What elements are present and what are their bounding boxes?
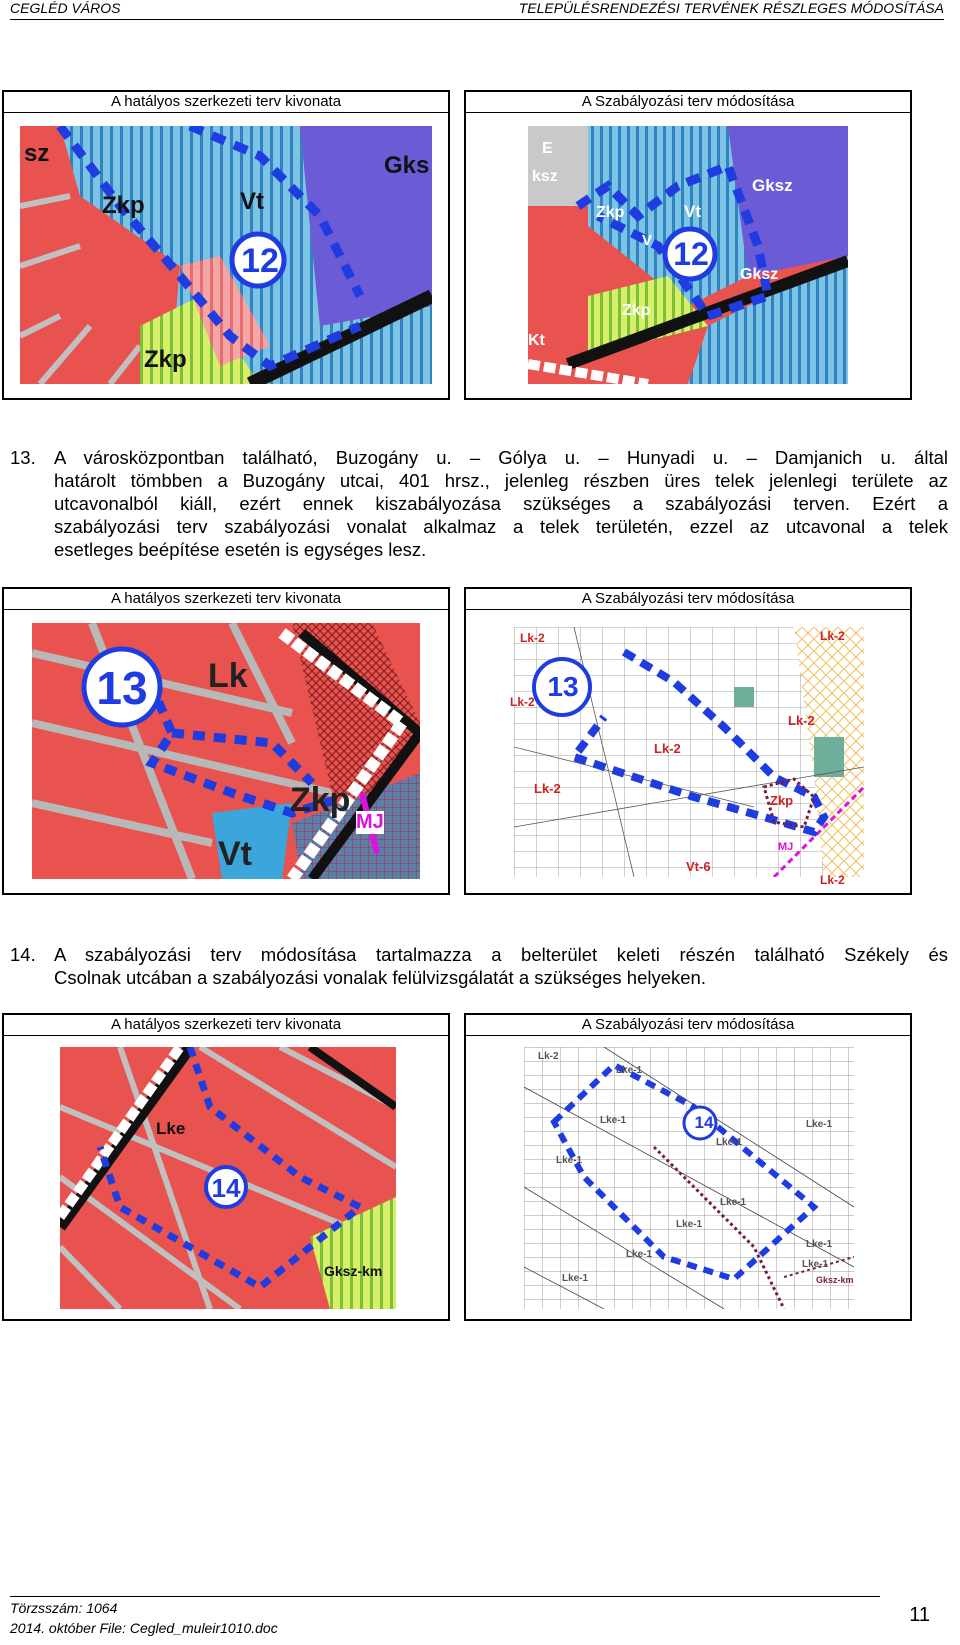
map-label: Vt [240,188,264,215]
map-label: Lk [208,657,248,695]
map-label: Lke-1 [556,1155,583,1166]
paragraph-line: utcavonalból kiáll, ezért ennek kiszabályozása szükséges a szabályozási terven. Ezért a [54,493,948,514]
map-label: Lk-2 [520,631,545,645]
map-label: Zkp [102,192,145,219]
footer-rule [10,1596,880,1597]
map-label: V [642,232,653,249]
map-label: Lk-2 [820,873,845,887]
map-label: Zkp [770,793,794,808]
map-badge: 13 [547,671,579,702]
map-badge: 14 [211,1173,241,1203]
paragraph-number: 14. [10,944,36,965]
map-label: Zkp [290,781,351,819]
map-label: Lke-1 [676,1219,703,1230]
panel-14-existing [2,1013,450,1321]
map-label: Lk-2 [538,1051,559,1062]
map-label: Vt-6 [686,859,711,874]
map-label: Gksz-km [324,1263,383,1279]
panel-14-modified [464,1013,912,1321]
map-label: Lke-1 [720,1197,747,1208]
paragraph-line: szabályozási terv szabályozási vonalat alkalmaz a telek területén, ezzel az utcavonal a telek [54,516,948,537]
map-label: Zkp [144,346,187,373]
header-rule [10,19,944,20]
paragraph-line: A városközpontban található, Buzogány u. – Gólya u. – Hunyadi u. – Damjanich u. által [54,447,948,468]
map-label: Lke-1 [626,1249,653,1260]
panel-title: A hatályos szerkezeti terv kivonata [4,589,448,610]
map-badge: 13 [96,662,148,714]
panel-12-existing [2,90,450,400]
map-label: E [542,140,553,157]
map-label: Lke-1 [802,1259,829,1270]
map-label: Lk-2 [510,695,535,709]
map-label: Lke-1 [806,1239,833,1250]
map-13-modified [514,627,864,877]
page-number: 11 [909,1604,930,1626]
header-left: CEGLÉD VÁROS [10,0,121,16]
map-badge: 12 [241,242,279,280]
map-label: Lke-1 [600,1115,627,1126]
panel-title: A Szabályozási terv módosítása [466,1015,910,1036]
map-label: Lk-2 [788,713,815,728]
map-label: ksz [532,168,558,185]
paragraph-line: A szabályozási terv módosítása tartalmazza a belterület keleti részén található Székely és [54,944,948,965]
paragraph-14 [10,943,948,989]
panel-title: A Szabályozási terv módosítása [466,589,910,610]
map-label: Gksz-km [816,1275,854,1285]
map-label: Lke-1 [616,1065,643,1076]
map-12-existing [20,126,432,384]
paragraph-number: 13. [10,447,36,468]
map-label: Zkp [622,302,651,319]
panel-title: A Szabályozási terv módosítása [466,92,910,113]
footer-registry-number: Törzsszám: 1064 [10,1600,118,1616]
map-badge: 12 [673,236,709,272]
panel-13-modified [464,587,912,895]
map-label: sz [24,140,50,167]
map-label: MJ [356,811,384,833]
map-label: Lk-2 [534,781,561,796]
map-label: Lk-2 [654,741,681,756]
header-right: TELEPÜLÉSRENDEZÉSI TERVÉNEK RÉSZLEGES MÓDOSÍTÁSA [518,0,944,16]
map-badge: 14 [694,1113,714,1132]
map-label: Lke [156,1119,186,1138]
map-label: Gksz [740,266,779,283]
map-label: Vt [684,202,701,221]
paragraph-line: határolt tömbben a Buzogány utcai, 401 hrsz., jelenleg részben üres telek jelenlegi területe az [54,470,948,491]
paragraph-line: Csolnak utcában a szabályozási vonalak felülvizsgálatát a szükséges helyeken. [54,967,706,988]
map-label: Lk-2 [820,629,845,643]
panel-12-modified [464,90,912,400]
panel-title: A hatályos szerkezeti terv kivonata [4,1015,448,1036]
map-label: Gksz [752,176,793,195]
paragraph-line: esetleges beépítése esetén is egységes lesz. [54,539,427,560]
map-label: Lke-1 [716,1137,743,1148]
map-label: Kt [528,332,545,349]
footer-file-info: 2014. október File: Cegled_muleir1010.doc [10,1620,278,1636]
map-label: Gks [384,152,430,179]
map-label: Lke-1 [562,1273,589,1284]
paragraph-13 [10,446,948,561]
map-label: Vt [218,835,252,873]
panel-13-existing [2,587,450,895]
map-label: Zkp [596,204,625,221]
map-label: Lke-1 [806,1119,833,1130]
panel-title: A hatályos szerkezeti terv kivonata [4,92,448,113]
map-label: MJ [778,841,794,853]
